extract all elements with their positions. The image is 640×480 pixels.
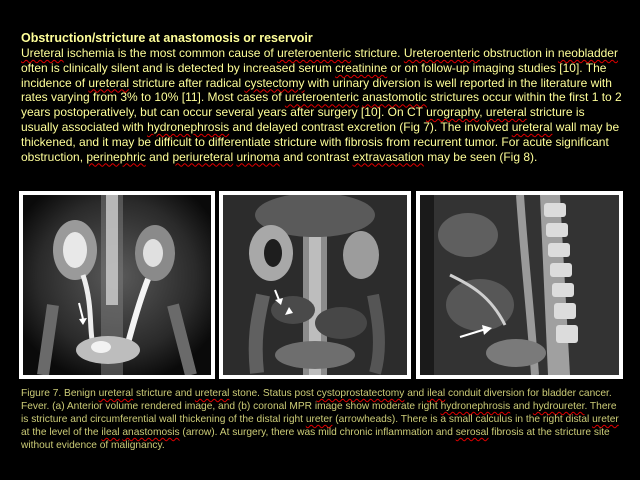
spellcheck-flagged-word: periureteral (172, 149, 234, 164)
spellcheck-flagged-word: ureter (305, 414, 333, 425)
text-run: stricture and (133, 388, 195, 399)
coronal-mpr-ct-image (223, 195, 407, 375)
spellcheck-flagged-word: ureteroenteric (277, 46, 352, 60)
sagittal-ct-image (420, 195, 619, 375)
spellcheck-flagged-word: Ureteral (21, 46, 64, 60)
figure-caption (21, 387, 623, 452)
text-run: at the level of the (21, 427, 102, 438)
slide-title: Obstruction/stricture at anastomosis or reservoir (21, 31, 313, 45)
text-run: and (510, 401, 533, 412)
spellcheck-flagged-word: ureter (592, 414, 619, 425)
spellcheck-flagged-word: perinephric (86, 149, 146, 164)
spellcheck-flagged-word: hydronephrosis (147, 119, 230, 134)
text-run: strictures occur within the first 1 to 2 years postoperatively, but can occur several years after surgery [10]. On CT (21, 90, 622, 120)
spellcheck-flagged-word: anastomosis (122, 427, 180, 438)
spellcheck-flagged-word: urography (426, 105, 480, 120)
text-run: conduit diversion for bladder cancer. Fever. (a) Anterior volume rendered image, and (b) coronal MPR image show moderate right (21, 388, 612, 412)
text-run: (arrow). At surgery, there was mild chronic inflammation and (179, 427, 456, 438)
spellcheck-flagged-word: ureteral (511, 119, 553, 134)
figure-image-a (19, 191, 215, 379)
text-run: (arrowheads). There is a small calculus in the right distal (332, 414, 593, 425)
spellcheck-flagged-word: creatinine (335, 60, 388, 75)
text-run: and contrast (279, 149, 353, 164)
text-run: obstruction in (479, 46, 558, 60)
spellcheck-flagged-word: ureteral (88, 75, 130, 90)
spellcheck-flagged-word: ileal (427, 388, 446, 399)
slide-body-text (21, 46, 625, 164)
text-run: ischemia is the most common cause of (63, 46, 278, 60)
text-run: stricture is usually associated with (21, 105, 585, 134)
spellcheck-flagged-word: ureteral (485, 105, 527, 120)
spellcheck-flagged-word: ileal (101, 427, 120, 438)
text-run: or on follow-up imaging studies [10]. The incidence of (21, 60, 607, 90)
anterior-volume-rendered-ct-image (23, 195, 211, 375)
spellcheck-flagged-word: anastomotic (362, 90, 427, 105)
text-run: stricture. (351, 46, 404, 60)
spellcheck-flagged-word: hydronephrosis (440, 401, 511, 412)
text-run: , (479, 105, 486, 120)
spellcheck-flagged-word: cystoprostatectomy (316, 388, 405, 399)
spellcheck-flagged-word: serosal (455, 427, 489, 438)
text-run: . There is stricture and circumferential wall thickening of the distal right (21, 401, 617, 425)
text-run: wall may be thickened, and it may be difficult to differentiate stricture with fibrosis from recurrent tumor. For acute significant obstruction, (21, 119, 620, 164)
text-run: and (404, 388, 428, 399)
spellcheck-flagged-word: Ureteroenteric (403, 46, 480, 60)
text-run: with urinary diversion is well reported in the literature with rates varying from 3% to 10% [11]. Most cases of (21, 75, 612, 105)
spellcheck-flagged-word: cystectomy (244, 75, 305, 90)
spellcheck-flagged-word: ureteral (98, 388, 134, 399)
text-run: may be seen (Fig 8). (423, 149, 538, 164)
spellcheck-flagged-word: hydroureter (532, 401, 585, 412)
spellcheck-flagged-word: ureteroenteric (284, 90, 359, 105)
text-run: and (145, 149, 173, 164)
spellcheck-flagged-word: extravasation (352, 149, 424, 164)
spellcheck-flagged-word: urinoma (236, 149, 280, 164)
text-run: often is clinically silent and is detected by increased serum (21, 60, 336, 75)
text-run: and delayed contrast excretion (Fig 7). The involved (229, 119, 512, 134)
spellcheck-flagged-word: neobladder (557, 46, 618, 60)
figure-image-b (219, 191, 411, 379)
text-run: stone. Status post (229, 388, 317, 399)
text-run: fibrosis at the stricture site without evidence of malignancy. (21, 427, 610, 451)
figure-image-c (416, 191, 623, 379)
text-run: Figure 7. Benign (21, 388, 99, 399)
text-run: stricture after radical (129, 75, 245, 90)
spellcheck-flagged-word: ureteral (194, 388, 230, 399)
